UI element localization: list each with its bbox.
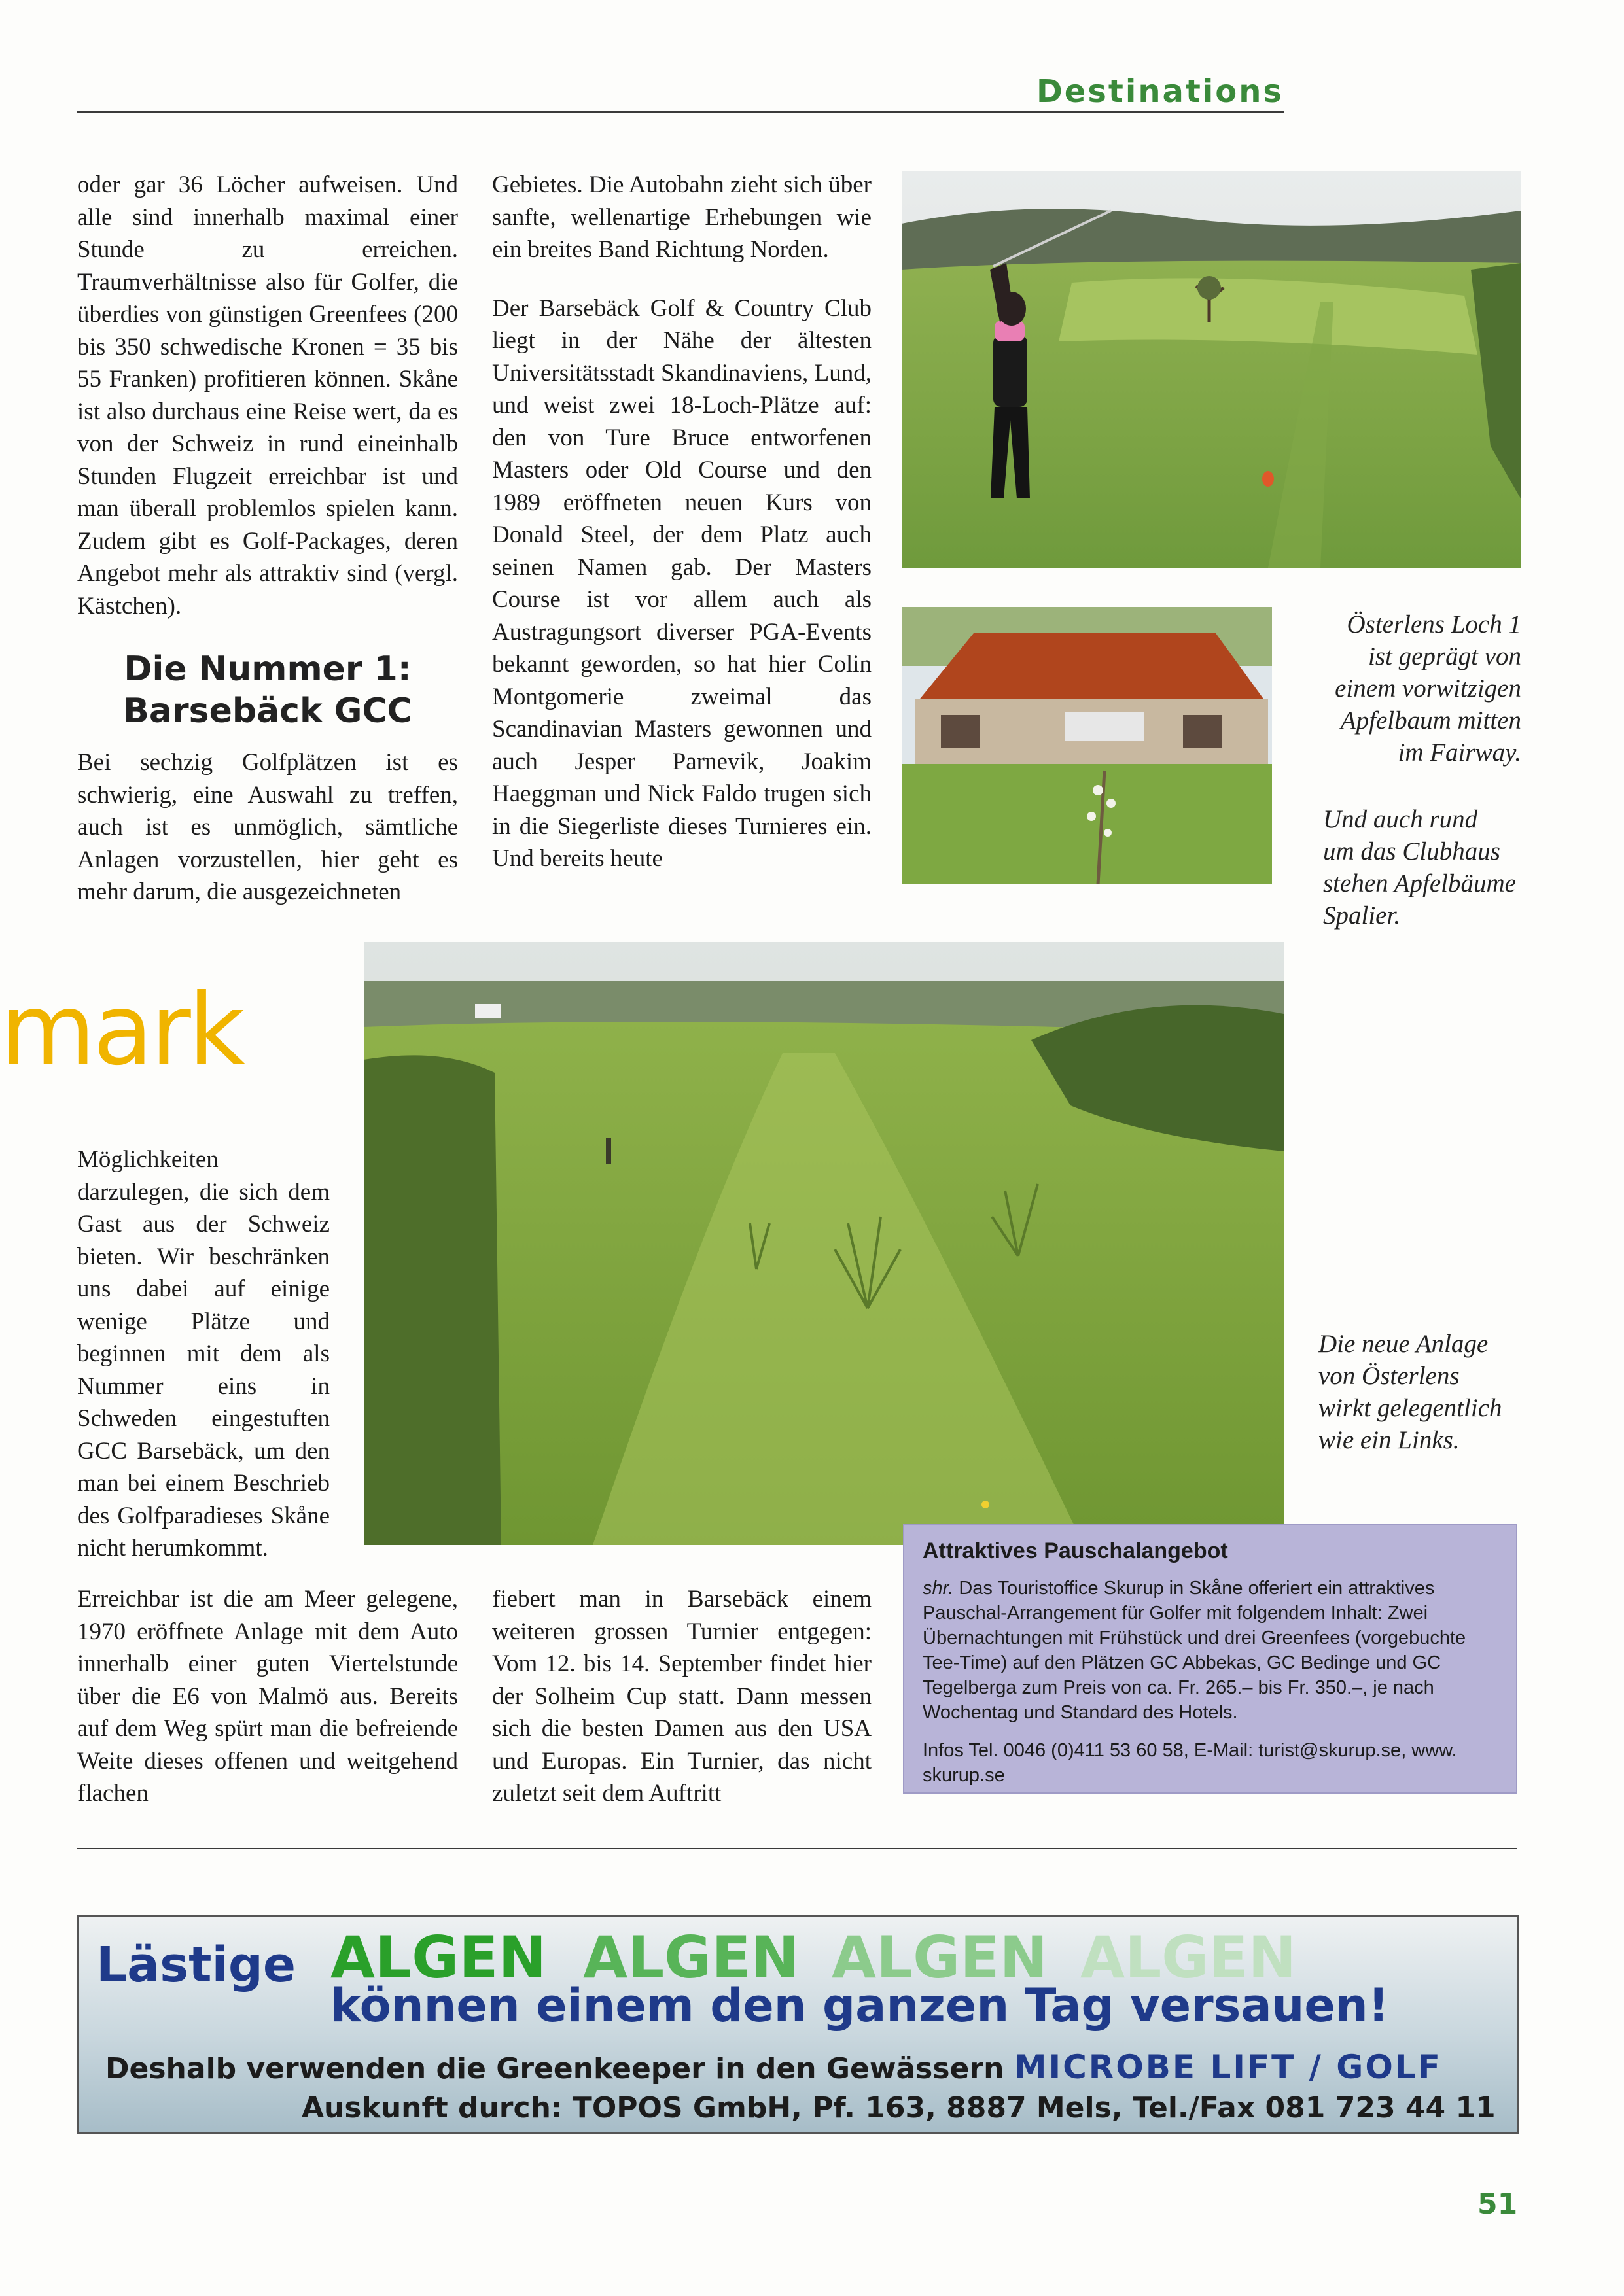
box-body	[904, 1569, 1516, 1735]
column-1	[77, 169, 458, 935]
caption-line: stehen Apfelbäume	[1323, 869, 1516, 897]
heading-line-1: Die Nummer 1:	[124, 650, 412, 689]
caption-line: Die neue Anlage	[1318, 1330, 1489, 1358]
caption-line: wirkt gelegentlich	[1318, 1394, 1502, 1422]
side-column-text: Möglichkeiten darzulegen, die sich dem Gast aus der Schweiz bieten. Wir beschränken uns dabei auf einige wenige Plätze und beginnen mit dem als Nummer eins in Schweden eingestuften GCC Barsebäck, um den man bei einem Beschrieb des Golfparadieses Skåne nicht herumkommt.	[77, 1146, 330, 1561]
caption-line: Apfelbaum mitten	[1340, 706, 1521, 735]
col2-paragraph-2: Der Barsebäck Golf & Country Club liegt in der Nähe der ältesten Universitätsstadt Skandinaviens, Lund, und weist zwei 18-Loch-Plätze auf: den von Ture Bruce entworfenen Masters oder Old Course und den 1989 eröffneten neuen Kurs von Donald Steel, der dem Platz auch seinen Namen gab. Der Masters Course ist vor allem auch als Austragungsort diverser PGA-Events bekannt geworden, so hat hier Colin Montgomerie zweimal das Scandinavian Masters gewonnen und auch Jesper Parnevik, Joakim Haeggman und Nick Faldo trugen sich in die Siegerliste dieses Turnieres ein. Und bereits heute	[492, 294, 872, 872]
section-title: Destinations	[1036, 73, 1284, 110]
ad-line-3	[105, 2048, 1442, 2086]
caption-clubhouse	[1323, 803, 1539, 931]
caption-line: von Österlens	[1318, 1362, 1460, 1390]
package-offer-box	[903, 1524, 1517, 1794]
ad-brand: MICROBE LIFT / GOLF	[1014, 2048, 1442, 2086]
heading-line-2: Barsebäck GCC	[123, 691, 412, 731]
photo-links-course	[364, 942, 1284, 1545]
ad-contact: Auskunft durch: TOPOS GmbH, Pf. 163, 8887 Mels, Tel./Fax 081 723 44 11	[302, 2091, 1496, 2125]
section-heading	[77, 648, 458, 732]
bottom-column-2: fiebert man in Barsebäck einem weiteren grossen Turnier entgegen: Vom 12. bis 14. September findet hier der Solheim Cup statt. Dann messen sich die besten Damen aus den USA und Europas. Ein Turnier, das nicht zuletzt seit dem Auftritt	[492, 1586, 872, 1807]
col1-paragraph-1: oder gar 36 Löcher aufweisen. Und alle sind innerhalb maximal einer Stunde zu erreichen. Traumverhältnisse also für Golfer, die überdies von günstigen Greenfees (200 bis 350 schwedische Kronen = 35 bis 55 Franken) profitieren können. Skåne ist also durchaus eine Reise wert, da es von der Schweiz in rund eineinhalb Stunden Flugzeit erreichbar ist und man überall problemlos spielen kann. Zudem gibt es Golf-Packages, deren Angebot mehr als attraktiv sind (vergl. Kästchen).	[77, 171, 458, 619]
column-2	[492, 169, 872, 901]
caption-line: im Fairway.	[1398, 739, 1521, 767]
bottom-column-1: Erreichbar ist die am Meer gelegene, 1970 eröffnete Anlage mit dem Auto innerhalb einer guten Viertelstunde über die E6 von Malmö aus. Bereits auf dem Weg spürt man die befreiende Weite dieses offenen und weitgehend flachen	[77, 1586, 458, 1807]
col2-paragraph-1: Gebietes. Die Autobahn zieht sich über sanfte, wellenartige Erhebungen wie ein breites Band Richtung Norden.	[492, 171, 872, 263]
caption-line: einem vorwitzigen	[1335, 674, 1521, 703]
caption-line: Und auch rund	[1323, 805, 1478, 833]
caption-line: wie ein Links.	[1318, 1426, 1460, 1454]
ad-line-3-prefix: Deshalb verwenden die Greenkeeper in den Gewässern	[105, 2052, 1004, 2085]
photo-golfer-fairway	[902, 171, 1521, 568]
ad-algen-1: ALGEN	[330, 1924, 547, 1991]
header-rule	[77, 111, 1284, 113]
caption-hole-1	[1286, 608, 1521, 769]
box-contact: Infos Tel. 0046 (0)411 53 60 58, E-Mail: turist@skurup.se, www. skurup.se	[923, 1740, 1457, 1786]
algae-advertisement	[77, 1915, 1519, 2134]
box-title: Attraktives Pauschalangebot	[923, 1539, 1228, 1563]
ad-word-laestige: Lästige	[96, 1937, 296, 1993]
ad-algen-4: ALGEN	[1080, 1924, 1297, 1991]
col1-paragraph-2: Bei sechzig Golfplätzen ist es schwierig, eine Auswahl zu treffen, auch ist es unmöglich, sämtliche Anlagen vorzustellen, hier geht es mehr darum, die ausgezeichneten	[77, 749, 458, 905]
caption-line: um das Clubhaus	[1323, 837, 1500, 865]
ad-headline-2: können einem den ganzen Tag versauen!	[330, 1979, 1389, 2032]
footer-rule	[77, 1848, 1517, 1849]
ad-algen-2: ALGEN	[583, 1924, 800, 1991]
box-author: shr.	[923, 1578, 954, 1599]
caption-line: Spalier.	[1323, 901, 1401, 930]
caption-line: Österlens Loch 1	[1347, 610, 1521, 638]
box-text: Das Touristoffice Skurup in Skåne offeriert ein attraktives Pauschal-Arrangement für Golfer mit folgendem Inhalt: Zwei Übernachtungen mit Frühstück und drei Greenfees (vorgebuchte Tee-Time) auf den Plätzen GC Abbekas, GC Bedinge und GC Tegelberga zum Preis von ca. Fr. 265.– bis Fr. 350.–, je nach Wochentag und Standard des Hotels.	[923, 1578, 1466, 1723]
caption-line: ist geprägt von	[1368, 642, 1521, 670]
ad-algen-3: ALGEN	[832, 1924, 1048, 1991]
decorative-title-fragment: mark	[0, 973, 243, 1087]
caption-new-course	[1318, 1328, 1541, 1456]
page-number: 51	[1477, 2187, 1518, 2221]
photo-clubhouse	[902, 607, 1272, 884]
